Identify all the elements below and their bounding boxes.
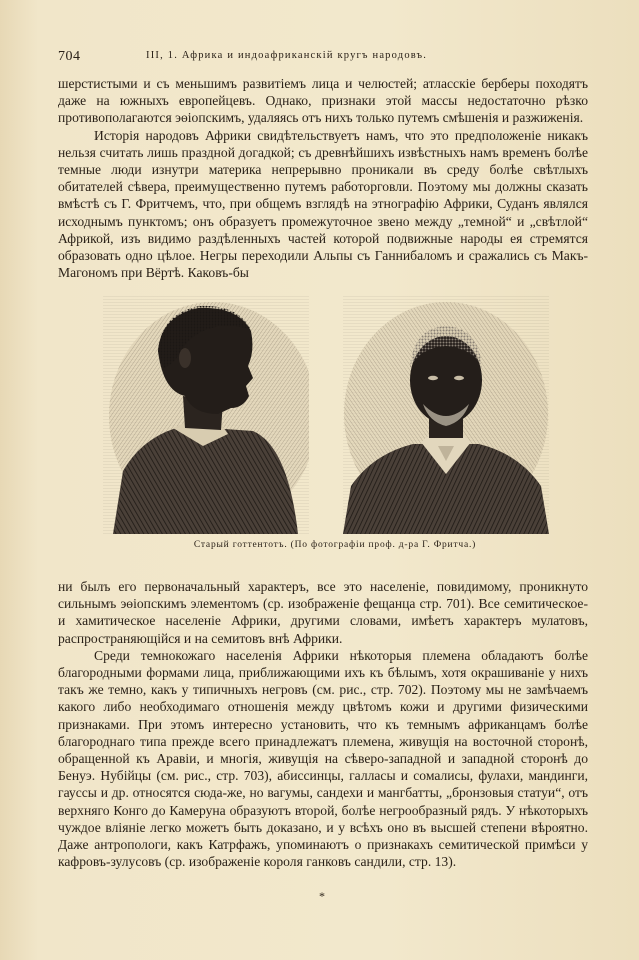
figure-caption: Старый готтентотъ. (По фотографіи проф. д-ра Г. Фритча.) <box>193 540 477 550</box>
paragraph: Среди темнокожаго населенія Африки нѣкоторыя племена обладаютъ болѣе благородными формами лица, приближающими ихъ къ бѣлымъ, хотя окрашиваніе у нихъ такъ же темно, какъ у типичныхъ негровъ (см. рис., стр. 702). Поэтому мы не замѣчаемъ какого либо необходимаго отношенія между цвѣтомъ кожи и другими физическими признаками. При этомъ интересно установить, что къ темнымъ африканцамъ болѣе благороднаго типа прежде всего принадлежатъ племена, живущія на восточной сторонѣ, обращенной къ Аравіи, и многія, живущія на сѣверо-западной и западной сторонѣ до Бенуэ. Нубійцы (см. рис., стр. 703), абиссинцы, галласы и сомалисы, фулахи, мандинги, гауссы и др. относятся сюда-же, но вагумы, сандехи и мангбатты, „бронзовыя статуи“, отъ верхняго Конго до Камеруна образуютъ второй, болѣе негрообразный рядъ. У нѣкоторыхъ чуждое вліяніе легко можетъ быть доказано, и у всѣхъ оно въ высшей степени вѣроятно. Даже антропологи, какъ Катрфажъ, упоминаютъ о признакахъ семитической примѣси у кафровъ-зулусовъ (ср. изображеніе короля ганковъ сандили, стр. 13). <box>58 647 588 870</box>
figure-illustration <box>103 296 555 548</box>
paragraph: шерстистыми и съ меньшимъ развитіемъ лица и челюстей; атласскіе берберы походятъ даже на южныхъ европейцевъ. Однако, признаки этой массы недостаточно рѣзко противополагаются эѳіопскимъ, удаляясь отъ нихъ только путемъ смѣшенія и разжиженія. <box>58 76 588 126</box>
portrait-frontal-engraving <box>343 296 549 534</box>
portrait-profile-engraving <box>103 296 309 534</box>
page-number: 704 <box>58 49 81 64</box>
text-block-top <box>58 75 588 281</box>
footer-ornament: * <box>319 889 325 903</box>
paragraph: Исторія народовъ Африки свидѣтельствуетъ намъ, что это предположеніе никакъ нельзя считать лишь праздной догадкой; съ древнѣйшихъ извѣстныхъ намъ временъ болѣе темные люди изнутри материка непрерывно проникали въ среду болѣе свѣтлыхъ обитателей сѣвера, преимущественно путемъ работорговли. Поэтому мы должны сказать вмѣстѣ съ Г. Фритчемъ, что, при общемъ взглядѣ на этнографію Африки, Суданъ являлся исходнымъ пунктомъ; онъ образуетъ промежуточное звено между „темной“ и „свѣтлой“ Африкой, изъ видимо раздѣленныхъ частей которой подвижные народы ея стремятся образовать одно цѣлое. Негры переходили Альпы съ Ганнибаломъ и сражались съ Макъ-Магономъ при Вёртѣ. Каковъ-бы <box>58 127 588 281</box>
text-block-bottom <box>58 578 588 870</box>
running-title: III, 1. Африка и индоафриканскій кругъ народовъ. <box>146 50 428 61</box>
paragraph: ни былъ его первоначальный характеръ, все это населеніе, повидимому, проникнуто сильнымъ эѳіопскимъ элементомъ (ср. изображеніе фещанца стр. 701). Все семитическое- и хамитическое населеніе Африки, другими словами, имѣетъ характеръ мулатовъ, распространяющійся и на семитовъ внѣ Африки. <box>58 579 588 646</box>
page-header <box>58 46 593 66</box>
